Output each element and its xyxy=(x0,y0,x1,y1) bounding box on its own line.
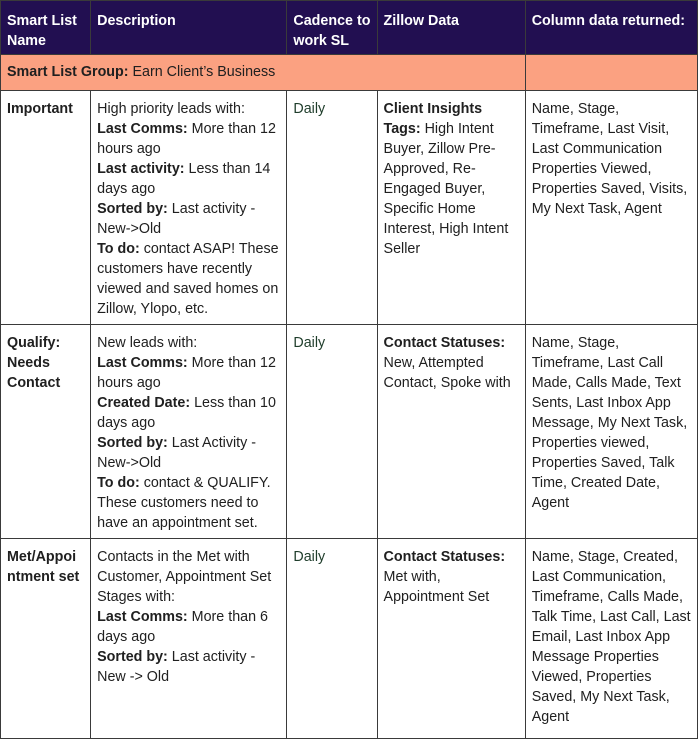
row-columns: Name, Stage, Timeframe, Last Call Made, Calls Made, Text Sents, Last Inbox App Message, My Next Task, Properties viewed, Properties Saved, Talk Time, Created Date, Agent xyxy=(525,325,697,539)
desc-intro: Contacts in the Met with Customer, Appointment Set Stages with: xyxy=(97,549,272,605)
zillow-key: Contact Statuses: xyxy=(383,335,506,351)
row-cadence: Daily xyxy=(287,91,377,325)
row-columns: Name, Stage, Timeframe, Last Visit, Last Communication Properties Viewed, Properties Saved, Visits, My Next Task, Agent xyxy=(525,91,697,325)
row-zillow-data xyxy=(377,325,525,539)
row-zillow-data xyxy=(377,91,525,325)
header-row xyxy=(1,1,698,55)
zillow-key: Contact Statuses: xyxy=(383,549,506,565)
desc-value: Last activity - New->Old xyxy=(97,201,256,237)
row-cadence: Daily xyxy=(287,325,377,539)
row-zillow-data xyxy=(377,539,525,739)
desc-key: Last Comms: xyxy=(97,609,188,625)
header-description: Description xyxy=(91,1,287,55)
desc-value: Less than 10 days ago xyxy=(97,395,276,431)
desc-value: More than 6 days ago xyxy=(97,609,268,645)
group-row xyxy=(1,55,698,91)
row-description xyxy=(91,325,287,539)
desc-value: contact ASAP! These customers have recently viewed and saved homes on Zillow, Ylopo, etc. xyxy=(97,241,279,317)
table-row xyxy=(1,91,698,325)
desc-value: contact & QUALIFY. These customers need to have an appointment set. xyxy=(97,475,271,531)
row-name: Important xyxy=(1,91,91,325)
zillow-value: High Intent Buyer, Zillow Pre-Approved, Re-Engaged Buyer, Specific Home Interest, High Intent Seller xyxy=(383,121,509,257)
group-empty-cell xyxy=(525,55,697,91)
desc-key: Sorted by: xyxy=(97,435,168,451)
desc-key: To do: xyxy=(97,241,140,257)
desc-value: More than 12 hours ago xyxy=(97,121,276,157)
group-value: Earn Client’s Business xyxy=(128,64,276,80)
desc-key: Last Comms: xyxy=(97,121,188,137)
desc-item xyxy=(97,607,280,647)
desc-item xyxy=(97,353,280,393)
desc-item xyxy=(97,239,280,319)
zillow-text xyxy=(384,549,506,605)
desc-item xyxy=(97,647,280,687)
desc-intro: High priority leads with: xyxy=(97,101,245,117)
desc-item xyxy=(97,393,280,433)
row-description xyxy=(91,539,287,739)
desc-value: Last Activity - New->Old xyxy=(97,435,257,471)
row-columns: Name, Stage, Created, Last Communication, Timeframe, Calls Made, Talk Time, Last Call, Last Email, Last Inbox App Message Properties Viewed, Properties Saved, My Next Task, Agent xyxy=(525,539,697,739)
desc-value: More than 12 hours ago xyxy=(97,355,276,391)
desc-key: Sorted by: xyxy=(97,201,168,217)
group-cell xyxy=(1,55,526,91)
desc-item xyxy=(97,119,280,159)
zillow-text xyxy=(384,335,511,391)
desc-key: To do: xyxy=(97,475,140,491)
desc-item xyxy=(97,473,280,533)
header-cadence: Cadence to work SL xyxy=(287,1,377,55)
desc-value: Less than 14 days ago xyxy=(97,161,271,197)
row-name: Met/Appointment set xyxy=(1,539,91,739)
desc-key: Last activity: xyxy=(97,161,185,177)
zillow-text xyxy=(384,121,509,257)
desc-intro: New leads with: xyxy=(97,335,198,351)
desc-key: Sorted by: xyxy=(97,649,168,665)
group-label: Smart List Group: xyxy=(7,64,129,80)
row-description xyxy=(91,91,287,325)
header-smart-list-name: Smart List Name xyxy=(1,1,91,55)
desc-value: Last activity - New -> Old xyxy=(97,649,256,685)
desc-key: Last Comms: xyxy=(97,355,188,371)
desc-item xyxy=(97,159,280,199)
desc-key: Created Date: xyxy=(97,395,191,411)
desc-item xyxy=(97,433,280,473)
header-column-data: Column data returned: xyxy=(525,1,697,55)
zillow-key: Tags: xyxy=(383,121,421,137)
table-row xyxy=(1,539,698,739)
zillow-value: Met with, Appointment Set xyxy=(383,569,490,605)
table-row xyxy=(1,325,698,539)
header-zillow-data: Zillow Data xyxy=(377,1,525,55)
row-name: Qualify: Needs Contact xyxy=(1,325,91,539)
zillow-value: New, Attempted Contact, Spoke with xyxy=(383,355,511,391)
row-cadence: Daily xyxy=(287,539,377,739)
desc-item xyxy=(97,199,280,239)
zillow-heading: Client Insights xyxy=(383,101,483,117)
